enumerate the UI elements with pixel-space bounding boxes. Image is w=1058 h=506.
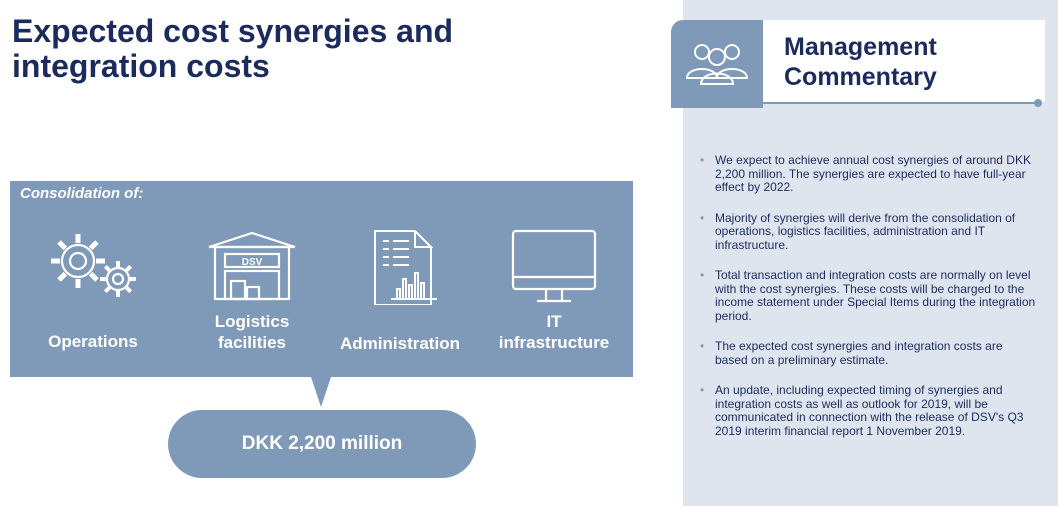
management-title-line-2: Commentary	[784, 63, 937, 91]
consolidation-panel	[10, 181, 633, 377]
management-title-line-1: Management	[784, 33, 937, 61]
monitor-icon	[499, 225, 609, 305]
item-label-line: facilities	[217, 333, 287, 352]
consolidation-item-logistics	[177, 225, 327, 352]
document-chart-icon	[345, 225, 455, 305]
page-title-line-2: integration costs	[12, 48, 270, 84]
gears-icon	[38, 225, 148, 305]
total-synergies-value: DKK 2,200 million	[241, 433, 403, 454]
item-label-line: IT	[546, 312, 562, 331]
item-label-operations	[18, 331, 168, 352]
management-divider-dot	[1034, 99, 1042, 107]
management-icon-box	[671, 20, 763, 108]
item-label-line: Administration	[340, 334, 460, 353]
commentary-item: • Majority of synergies will derive from the consolidation of operations, logistics facilities, administration and IT infrastructure.	[698, 212, 1038, 253]
people-group-icon	[671, 20, 763, 108]
item-label-line: Logistics	[214, 312, 290, 331]
commentary-list	[698, 154, 1038, 455]
commentary-item: • Total transaction and integration costs are normally on level with the cost synergies. These costs will be charged to the income statement under Special Items during the integration period.	[698, 269, 1038, 323]
commentary-item: • The expected cost synergies and integration costs are based on a preliminary estimate.	[698, 340, 1038, 367]
item-label-line: Operations	[48, 332, 138, 351]
management-title	[784, 32, 937, 92]
item-label-logistics	[177, 311, 327, 353]
consolidation-item-operations	[18, 225, 168, 351]
commentary-item: • An update, including expected timing of synergies and integration costs as well as outlook for 2019, will be communicated in connection with the release of DSV's Q3 2019 interim financial report 1 November 2019.	[698, 384, 1038, 438]
consolidation-item-administration	[325, 225, 475, 353]
total-synergies-pill	[168, 410, 476, 478]
management-divider	[763, 102, 1035, 104]
item-label-line: infrastructure	[498, 333, 610, 352]
warehouse-sign: DSV	[241, 257, 263, 268]
page-title-line-1: Expected cost synergies and	[12, 13, 454, 49]
page-title	[12, 14, 572, 84]
callout-pointer	[311, 377, 331, 407]
consolidation-label: Consolidation of:	[20, 185, 144, 202]
warehouse-icon	[197, 225, 307, 305]
item-label-it	[479, 311, 629, 353]
item-label-administration	[325, 333, 475, 354]
consolidation-item-it	[479, 225, 629, 352]
commentary-item: • We expect to achieve annual cost synergies of around DKK 2,200 million. The synergies are expected to have full-year effect by 2022.	[698, 154, 1038, 195]
